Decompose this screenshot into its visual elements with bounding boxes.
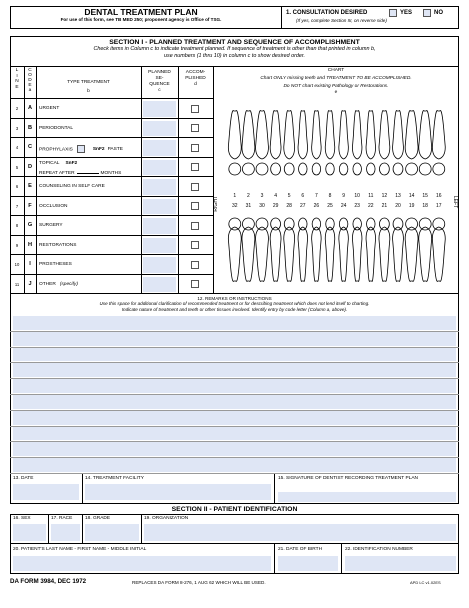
row-line-number: 3 [15,125,19,131]
row-type-label: SURGERY [39,223,63,228]
header-code-sub: a [28,88,32,93]
lower-tooth-number: 27 [300,203,306,209]
lower-tooth-number: 21 [381,203,388,209]
lower-tooth [312,227,322,281]
lower-occlusal [229,218,241,230]
consult-no-label: NO [434,10,443,16]
lower-tooth [419,227,432,281]
row-type-label: PERIODONTAL [39,125,74,131]
row-code: A [27,105,33,111]
replaces-note: REPLACES DA FORM 8-276, 1 AUG 62 WHICH WILL BE USED. [132,580,266,585]
consult-yes-label: YES [400,10,413,16]
accomplished-checkbox[interactable] [191,105,199,113]
section1-instruction-2: use numbers (1 thru 10) in column c to show desired order. [164,53,305,59]
upper-tooth [298,111,308,160]
row-line-number: 11 [14,281,20,287]
lower-tooth-number: 23 [354,203,360,209]
upper-occlusal [312,163,321,175]
upper-tooth [270,111,281,160]
race-field[interactable] [51,524,80,541]
header-planned-text: PLANNED SE- QUENCE [148,70,171,87]
row-type [39,243,139,248]
chart-note-1: Chart ONLY missing teeth and TREATMENT TO BE ACCOMPLISHED. [260,76,412,81]
row-type [39,106,139,111]
lower-tooth [228,227,241,281]
row-code: J [28,280,32,287]
remarks-line-field[interactable] [13,348,456,362]
lower-tooth [339,227,349,281]
row-line-number: 6 [15,184,19,189]
upper-tooth-number: 5 [287,193,291,199]
lower-occlusal [367,218,376,230]
div-17 [48,514,49,544]
accomplished-checkbox[interactable] [191,241,199,249]
lower-tooth-number: 25 [327,203,333,209]
lower-tooth [284,227,295,281]
header-planned-sub: c [158,88,161,93]
upper-occlusal [379,163,389,175]
row-type [39,204,139,209]
upper-tooth-number: 12 [381,193,388,199]
left-label: LEFT [452,196,458,209]
lower-tooth-number: 26 [313,203,320,209]
organization-label: 19. ORGANIZATION [144,516,189,521]
upper-tooth [393,111,404,160]
upper-tooth-number: 16 [436,193,442,199]
upper-tooth-number: 7 [315,193,318,199]
remarks-line-1: Use this space for additional clarification of recommended treatment or for describing treatment which does not lend itself to charting. [99,301,370,307]
row-code: G [27,222,33,228]
remarks-line-2: Indicate nature of treatment and teeth or other tissues involved. Identify entry by code letter (Column a, above). [121,306,348,312]
consult-no-checkbox[interactable] [423,9,431,17]
row-type-label: COUNSELING IN SELF CARE [39,184,105,189]
div-14 [82,474,83,504]
lower-occlusal [284,218,294,230]
remarks-line-field[interactable] [13,379,456,393]
lower-tooth [242,227,255,281]
upper-tooth-number: 9 [342,193,345,199]
section2-title: SECTION II - PATIENT IDENTIFICATION [171,506,298,513]
row-line-number: 9 [15,242,19,248]
facility-label: 14. TREATMENT FACILITY [85,476,144,481]
planned-sequence-field[interactable] [143,121,176,137]
remarks-line-field[interactable] [13,458,456,472]
lower-tooth-number: 18 [422,203,428,209]
row-type [39,145,139,153]
repeat-after-label: REPEAT AFTER [39,170,75,176]
lower-occlusal [406,218,418,230]
planned-sequence-field[interactable] [143,160,176,176]
signature-label: 15. SIGNATURE OF DENTIST RECORDING TREATMENT PLAN [278,476,419,481]
lower-tooth-number: 30 [259,203,265,209]
upper-tooth-number: 13 [395,193,401,199]
header-type-sub: b [87,89,90,94]
remarks-line-field[interactable] [13,442,456,456]
div-15 [274,474,275,504]
planned-sequence-field[interactable] [143,140,176,156]
planned-sequence-field[interactable] [143,218,176,234]
lower-occlusal [299,218,308,230]
row-type-label: OCCLUSION [39,203,68,209]
upper-occlusal [406,163,418,175]
months-label: MONTHS [100,170,122,176]
row-line-number: 8 [15,223,19,228]
row-type [39,223,139,228]
header-chart-sub: e [334,90,338,95]
prophylaxis-checkbox[interactable] [77,145,85,153]
consult-note: (If yes, complete Section III, on reverse side) [296,18,387,23]
upper-occlusal [433,163,445,175]
upper-occlusal [326,163,335,175]
upper-tooth [379,111,390,160]
remarks-line-field[interactable] [13,332,456,346]
row-type-label: PROSTHESES [39,262,72,267]
row-code: E [28,183,32,189]
accomplished-checkbox[interactable] [191,261,199,269]
accomplished-checkbox[interactable] [191,144,199,152]
row-code: B [27,124,33,131]
right-label: RIGHT [213,196,219,212]
consult-yes-checkbox[interactable] [389,9,397,17]
upper-tooth-number: 3 [260,193,264,199]
lower-occlusal [312,218,321,230]
row-type-label: URGENT [39,106,60,111]
upper-tooth [256,111,269,160]
header-accomplished [178,70,213,88]
form-id: DA FORM 3984, DEC 1972 [10,578,87,585]
lower-occlusal [326,218,335,230]
lower-occlusal [419,218,431,230]
header-line-text: L I N E [15,68,19,90]
header-divider [281,6,282,29]
upper-tooth [284,111,295,160]
accomplished-checkbox[interactable] [191,222,199,230]
row-type [39,126,139,131]
row-type-label: PROPHYLAXIS [39,147,73,153]
repeat-line [39,168,139,176]
upper-tooth [312,111,322,160]
header-planned [141,70,178,94]
remarks-title: 12. REMARKS OR INSTRUCTIONS [197,296,272,301]
upper-occlusal [299,163,308,175]
row-type [39,161,139,176]
header-chart-text: CHART [327,68,345,73]
lower-occlusal [379,218,389,230]
header-type-text: TYPE TREATMENT [67,80,110,85]
dob-label: 21. DATE OF BIRTH [278,547,323,552]
upper-tooth-number: 8 [328,193,332,199]
lower-occlusal [433,218,445,230]
upper-tooth [405,111,418,160]
row-type-label: TOPICAL [39,160,60,166]
header-line [10,68,24,90]
table-top-line [10,66,459,67]
upper-tooth [339,111,349,160]
lower-tooth [432,227,445,281]
row-code: I [29,261,31,267]
planned-sequence-field[interactable] [143,179,176,195]
lower-tooth [256,227,269,281]
chart-note-2: Do NOT chart existing Pathology or Restorations. [283,84,389,89]
row-line-number: 10 [14,262,20,267]
row-type-label: RESTORATIONS [39,242,77,248]
header-chart [213,68,459,96]
upper-tooth-number: 6 [301,193,305,199]
lower-tooth-number: 20 [395,203,401,209]
upper-occlusal [367,163,376,175]
race-label: 17. RACE [51,516,73,521]
row-code: F [28,202,32,209]
lower-tooth [366,227,376,281]
lower-tooth [379,227,390,281]
remarks-line-field[interactable] [13,427,456,441]
snf2-label: SnF2 [92,147,105,153]
remarks-line-field[interactable] [13,363,456,377]
lower-tooth [405,227,418,281]
lower-tooth [325,227,335,281]
upper-occlusal [419,163,431,175]
id-field[interactable] [345,556,456,571]
row-type [39,282,139,287]
organization-field[interactable] [144,524,456,541]
lower-tooth [393,227,404,281]
lower-tooth-number: 28 [286,203,292,209]
upper-teeth-diagram [228,111,445,176]
lower-tooth-number: 22 [368,203,374,209]
lower-occlusal [353,218,362,230]
lower-occlusal [242,218,254,230]
accomplished-checkbox[interactable] [191,202,199,210]
name-field[interactable] [13,556,271,571]
remarks-header [10,296,459,312]
div-18 [82,514,83,544]
form-title: DENTAL TREATMENT PLAN [84,7,198,17]
accomplished-checkbox[interactable] [191,163,199,171]
lower-tooth [298,227,308,281]
div-21 [274,544,275,574]
row-code: D [27,163,33,170]
remarks-line-field[interactable] [13,316,456,330]
div-22 [341,544,342,574]
lower-tooth-number: 24 [340,203,347,209]
repeat-months-field[interactable] [77,168,99,174]
lower-tooth [352,227,362,281]
accomplished-checkbox[interactable] [191,124,199,132]
upper-tooth [432,111,445,160]
accomplished-checkbox[interactable] [191,280,199,288]
row-specify: (specify) [59,281,78,287]
upper-tooth [366,111,376,160]
accomplished-checkbox[interactable] [191,183,199,191]
upper-occlusal [242,163,254,175]
upper-tooth-number: 10 [354,193,360,199]
date-label: 13. DATE [13,476,34,481]
row-type [39,262,139,267]
lower-tooth-number: 19 [408,203,415,209]
header-accomplished-text: ACCOM- PLISHED [185,70,206,81]
sex-field[interactable] [13,524,46,541]
lower-tooth-number: 31 [245,203,252,209]
upper-tooth-number: 4 [274,193,277,199]
upper-tooth-number: 2 [247,193,250,199]
row-line-number: 2 [15,106,19,111]
planned-sequence-field[interactable] [143,101,176,117]
facility-field[interactable] [85,484,271,500]
upper-occlusal [229,163,241,175]
row-type [39,184,139,189]
lower-tooth [270,227,281,281]
upper-occlusal [353,163,362,175]
consultation-label [286,10,367,16]
planned-sequence-field[interactable] [143,199,176,215]
section1-instruction-1: Check items in Column c to indicate treatment planned. If sequence of treatment is other than that printed in column b, [93,46,376,52]
apd-label: APD LC v1.02ES [410,580,441,585]
div-19 [141,514,142,544]
signature-field[interactable] [278,492,456,502]
upper-occlusal [393,163,403,175]
dob-field[interactable] [278,556,338,571]
sex-label: 16. SEX [13,516,31,521]
topical-snf2: SnF2 [65,160,78,166]
header-type [36,80,141,95]
upper-tooth-number: 1 [233,193,237,199]
lower-occlusal [339,218,348,230]
lower-occlusal [393,218,403,230]
remarks-line-field[interactable] [13,411,456,425]
upper-tooth [419,111,432,160]
remarks-line-field[interactable] [13,395,456,409]
lower-tooth-number: 32 [232,203,238,209]
upper-tooth [242,111,255,160]
lower-occlusal [271,218,281,230]
name-label: 20. PATIENT'S LAST NAME - FIRST NAME - MIDDLE INITIAL [13,547,147,552]
consultation-text: 1. CONSULTATION DESIRED [286,10,368,16]
row-line-number: 7 [15,203,19,209]
lower-tooth-number: 17 [436,203,442,209]
date-field[interactable] [13,484,79,500]
grade-label: 18. GRADE [85,516,111,521]
form-subtitle: For use of this form, see TB MED 250; proponent agency is Office of TSG. [60,17,222,22]
row-code: H [27,241,33,248]
lower-tooth-number: 29 [272,203,279,209]
upper-tooth-number: 14 [408,193,415,199]
upper-tooth [325,111,335,160]
paste-label: PASTE [107,147,123,153]
upper-occlusal [256,163,268,175]
header-code-text: C O D E [28,68,32,88]
row-code: C [27,144,33,150]
planned-sequence-field[interactable] [143,277,176,293]
lower-occlusal [256,218,268,230]
planned-sequence-field[interactable] [143,257,176,273]
row-line-number: 4 [15,145,19,150]
header-code [24,68,36,94]
upper-tooth-number: 15 [422,193,428,199]
grade-field[interactable] [85,524,139,541]
id-label: 22. IDENTIFICATION NUMBER [345,547,413,552]
row-line-number: 5 [15,164,19,170]
upper-occlusal [284,163,294,175]
upper-tooth [228,111,241,160]
lower-teeth-diagram [228,218,445,281]
upper-occlusal [271,163,281,175]
planned-sequence-field[interactable] [143,238,176,254]
upper-tooth [352,111,362,160]
upper-tooth-number: 11 [368,193,374,199]
upper-occlusal [339,163,348,175]
header-accomplished-sub: d [194,82,197,87]
row-type-label: OTHER [39,281,56,287]
section1-title: SECTION I - PLANNED TREATMENT AND SEQUENCE OF ACCOMPLISHMENT [109,39,360,46]
